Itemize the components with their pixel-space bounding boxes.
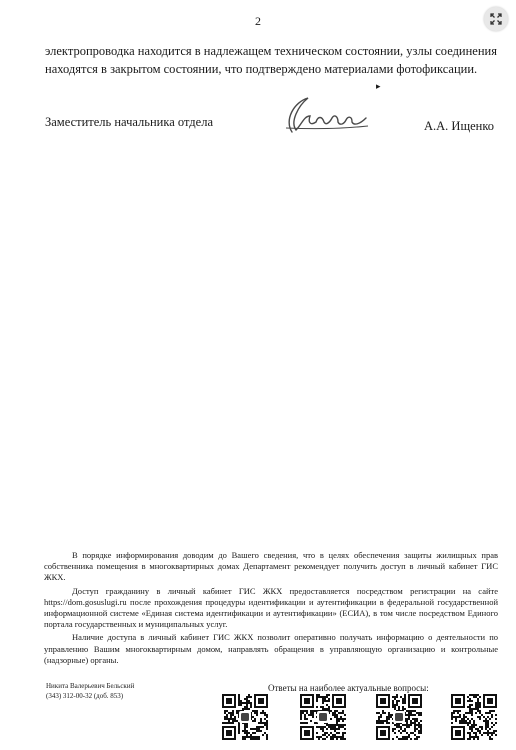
- gosuslugi-icon: [317, 711, 329, 723]
- info-paragraph: Доступ гражданину в личный кабинет ГИС ЖКХ предоставляется посредством регистрации на сайте https://dom.gosuslugi.ru после прохождения процедуры идентификации и аутентификации в федеральной государственной информационной системе «Единая система идентификации и аутентификации» (ЕСИА), в том числе посредством Единого портала государственных и муниципальных услуг.: [44, 585, 498, 630]
- info-paragraph: Наличие доступа в личный кабинет ГИС ЖКХ позволит оперативно получать информацию о деятельности по управлению Вашим многоквартирным домом, направлять обращения в управляющую организацию и контрольные (надзорные) органы.: [44, 632, 498, 665]
- handwritten-signature: [280, 92, 375, 137]
- executor-name: Никита Валерьевич Бельский: [46, 682, 135, 690]
- expand-button[interactable]: [484, 7, 508, 31]
- expand-icon: [490, 13, 502, 25]
- qr-code-gis-zhkh[interactable]: [376, 694, 422, 740]
- qr-code-vk[interactable]: [222, 694, 268, 740]
- qr-code[interactable]: [451, 694, 497, 740]
- signatory-name: А.А. Ищенко: [424, 119, 495, 133]
- ink-mark: ▸: [376, 81, 381, 91]
- page-number: 2: [255, 14, 261, 28]
- body-text: электропроводка находится в надлежащем техническом состоянии, узлы соединения находятся в закрытом состоянии, что подтверждено материалами фотофиксации.: [45, 44, 497, 76]
- executor-phone: (343) 312-00-32 (доб. 853): [46, 692, 124, 700]
- gis-zhkh-icon: [393, 711, 405, 723]
- vk-icon: [239, 711, 251, 723]
- qr-code-gosuslugi[interactable]: [300, 694, 346, 740]
- qr-heading: Ответы на наиболее актуальные вопросы:: [268, 683, 429, 693]
- signatory-title: Заместитель начальника отдела: [45, 115, 213, 129]
- info-notice: [44, 550, 498, 666]
- info-paragraph: В порядке информирования доводим до Вашего сведения, что в целях обеспечения защиты жилищных прав собственника помещения в многоквартирных домах Департамент рекомендует получить доступ в личный кабинет ГИС ЖКХ.: [44, 550, 498, 583]
